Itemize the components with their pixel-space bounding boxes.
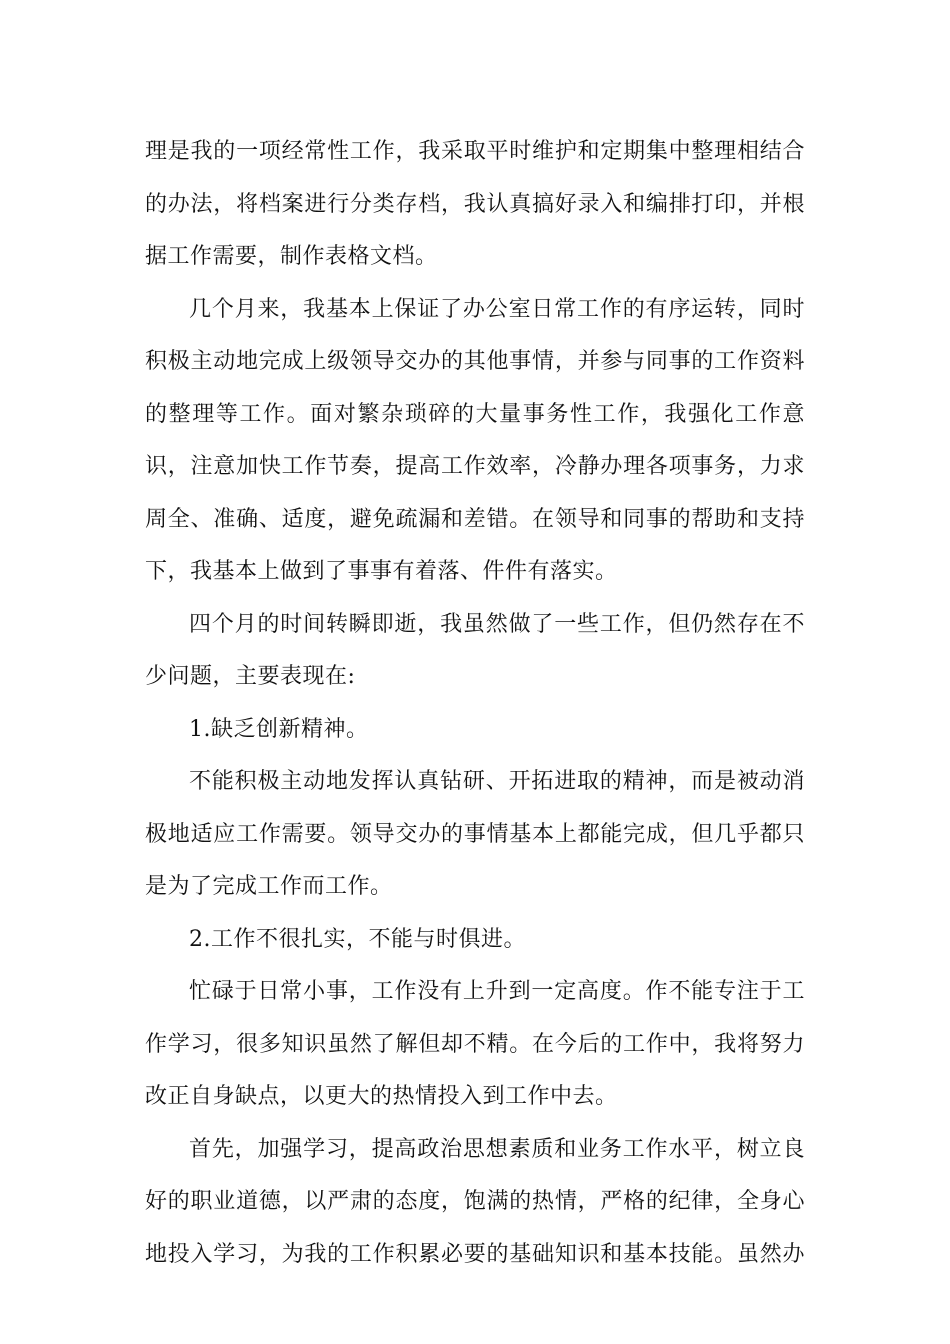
text-line: 的办法，将档案进行分类存档，我认真搞好录入和编排打印，并根 bbox=[145, 191, 805, 217]
text-line: 改正自身缺点，以更大的热情投入到工作中去。 bbox=[145, 1084, 618, 1109]
text-line: 下，我基本上做到了事事有着落、件件有落实。 bbox=[145, 559, 618, 584]
text-line: 理是我的一项经常性工作，我采取平时维护和定期集中整理相结合 bbox=[145, 139, 805, 164]
text-line: 的整理等工作。面对繁杂琐碎的大量事务性工作，我强化工作意 bbox=[145, 401, 805, 427]
document-body bbox=[145, 126, 805, 1281]
text-line: 是为了完成工作而工作。 bbox=[145, 874, 393, 899]
text-line: 积极主动地完成上级领导交办的其他事情，并参与同事的工作资料 bbox=[145, 349, 805, 374]
text-line: 首先，加强学习，提高政治思想素质和业务工作水平，树立良 bbox=[189, 1136, 805, 1162]
text-line: 地投入学习，为我的工作积累必要的基础知识和基本技能。虽然办 bbox=[145, 1241, 805, 1267]
text-line: 不能积极主动地发挥认真钻研、开拓进取的精神，而是被动消 bbox=[189, 769, 805, 794]
text-line: 作学习，很多知识虽然了解但却不精。在今后的工作中，我将努力 bbox=[145, 1031, 805, 1057]
text-line: 识，注意加快工作节奏，提高工作效率，冷静办理各项事务，力求 bbox=[145, 454, 805, 479]
text-line: 周全、准确、适度，避免疏漏和差错。在领导和同事的帮助和支持 bbox=[145, 506, 805, 532]
text-line: 好的职业道德，以严肃的态度，饱满的热情，严格的纪律，全身心 bbox=[145, 1189, 805, 1214]
text-line: 据工作需要，制作表格文档。 bbox=[145, 244, 438, 269]
text-line: 四个月的时间转瞬即逝，我虽然做了一些工作，但仍然存在不 bbox=[189, 611, 805, 637]
text-line: 1.缺乏创新精神。 bbox=[189, 716, 369, 742]
text-line: 极地适应工作需要。领导交办的事情基本上都能完成，但几乎都只 bbox=[145, 821, 805, 847]
text-line: 忙碌于日常小事，工作没有上升到一定高度。作不能专注于工 bbox=[189, 979, 805, 1004]
text-line: 少问题，主要表现在: bbox=[145, 664, 356, 689]
text-line: 2.工作不很扎实，不能与时俱进。 bbox=[189, 926, 526, 952]
text-line: 几个月来，我基本上保证了办公室日常工作的有序运转，同时 bbox=[189, 296, 805, 322]
